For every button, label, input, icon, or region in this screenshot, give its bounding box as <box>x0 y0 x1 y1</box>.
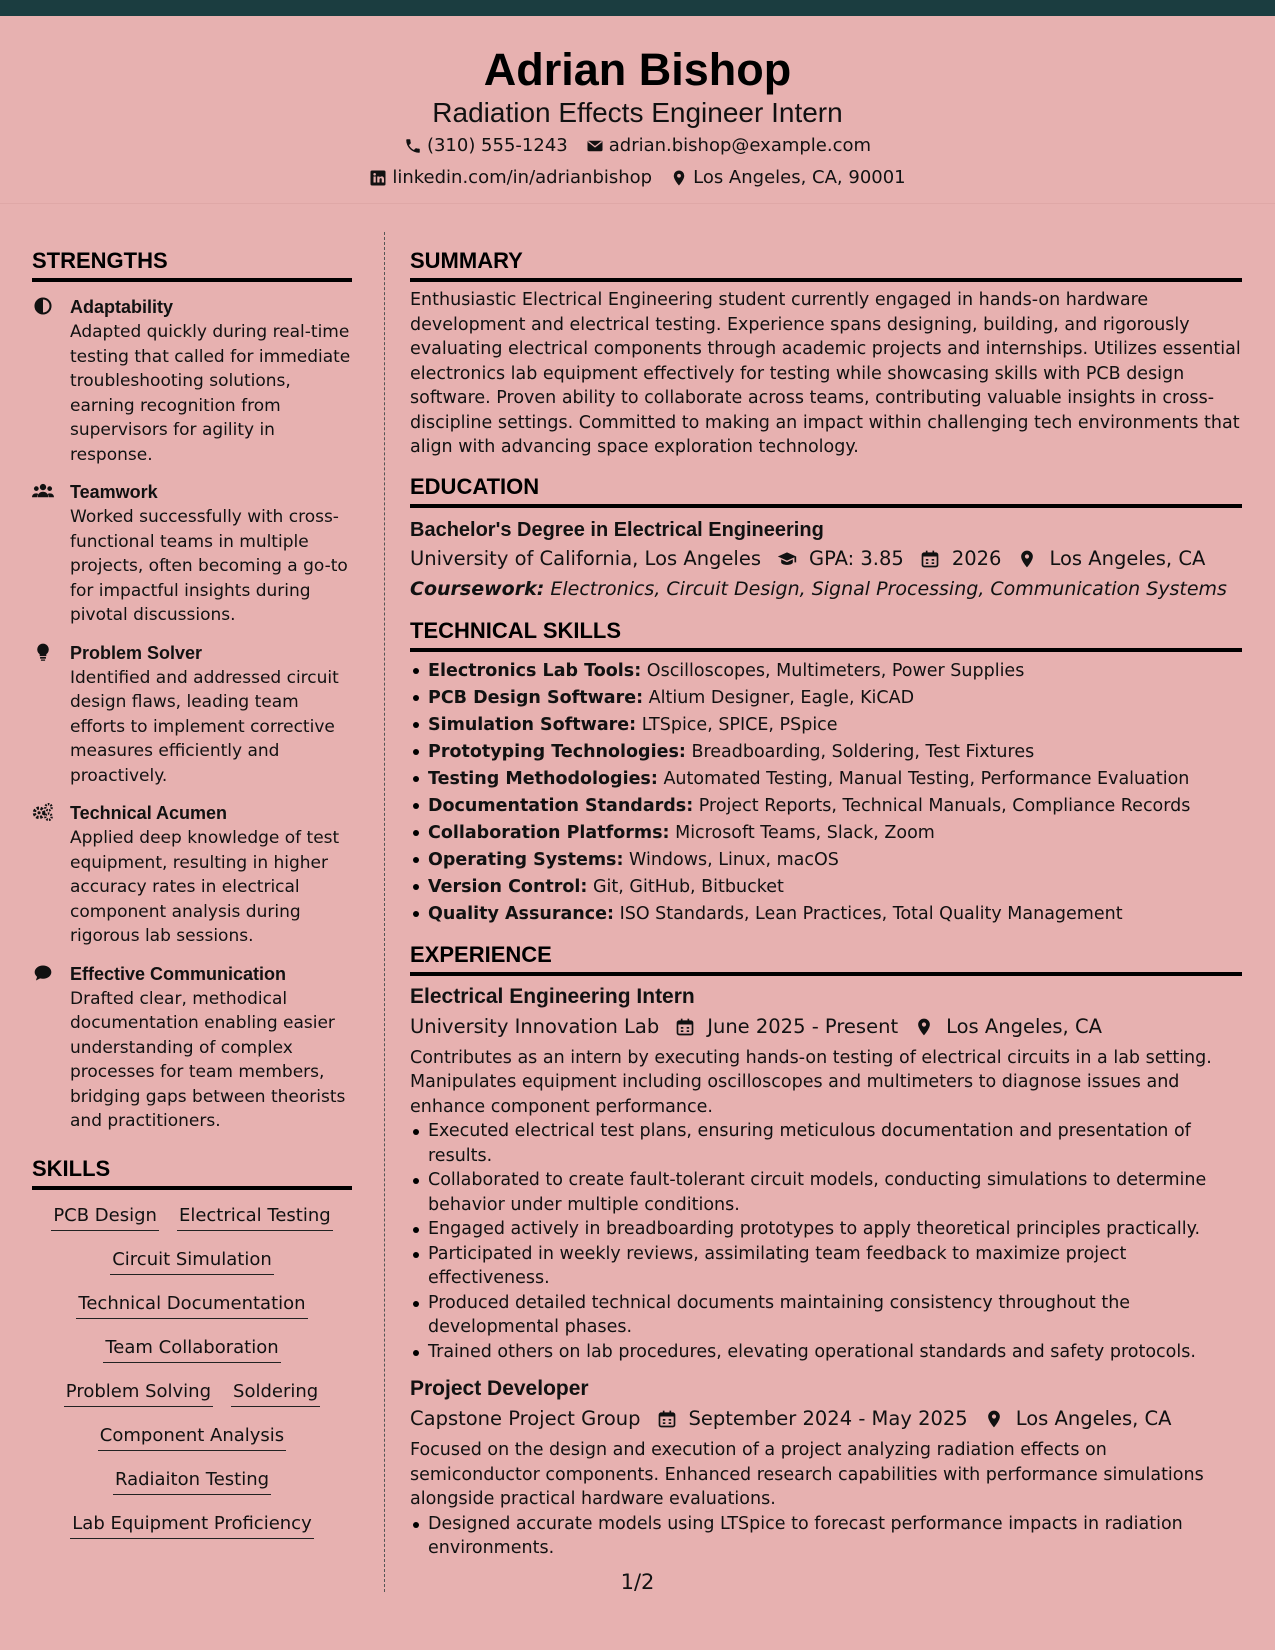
skill-tag: Soldering <box>231 1380 320 1407</box>
map-pin-icon <box>984 1409 1004 1429</box>
technical-skill-value: Git, GitHub, Bitbucket <box>593 876 784 897</box>
strength-name: Adaptability <box>70 297 174 317</box>
job-description: Contributes as an intern by executing hands-on testing of electrical circuits in a lab setting. Manipulates equipment including oscilloscopes and multimeters to diagnose issues and enhance component performance. <box>410 1047 1212 1117</box>
top-accent-bar <box>0 0 1275 16</box>
calendar-icon <box>675 1017 695 1037</box>
job-bullet: Engaged actively in breadboarding prototypes to apply theoretical principles practically. <box>410 1217 1242 1242</box>
technical-skill-item <box>410 874 1242 901</box>
candidate-role: Radiation Effects Engineer Intern <box>432 97 843 128</box>
technical-skill-value: Windows, Linux, macOS <box>629 849 839 870</box>
job-bullet: Trained others on lab procedures, elevating operational standards and safety protocols. <box>410 1340 1242 1365</box>
strengths-heading: STRENGTHS <box>32 248 352 282</box>
strength-desc: Adapted quickly during real-time testing that called for immediate troubleshooting solutions, earning recognition from supervisors for agility in response. <box>70 322 351 465</box>
technical-skill-value: Project Reports, Technical Manuals, Compliance Records <box>698 795 1191 816</box>
skills-list <box>32 1204 352 1539</box>
gears-icon <box>32 802 54 822</box>
strength-item <box>32 479 352 628</box>
education-heading: EDUCATION <box>410 474 1242 508</box>
technical-skill-item <box>410 685 1242 712</box>
skill-tag: Circuit Simulation <box>110 1248 274 1275</box>
job-title: Project Developer <box>410 1377 589 1400</box>
technical-skill-value: Altium Designer, Eagle, KiCAD <box>648 687 915 708</box>
strength-name: Effective Communication <box>70 963 287 984</box>
strength-item <box>32 961 352 1134</box>
education-location: Los Angeles, CA <box>1049 546 1206 570</box>
gpa-text: GPA: 3.85 <box>809 546 904 570</box>
linkedin-icon <box>369 169 387 187</box>
skills-heading: SKILLS <box>32 1156 352 1190</box>
phone-icon <box>404 137 422 155</box>
graduation-cap-icon <box>777 549 797 569</box>
technical-skill-value: Automated Testing, Manual Testing, Performance Evaluation <box>663 768 1190 789</box>
phone-contact <box>404 130 568 162</box>
job-location: Los Angeles, CA <box>1015 1407 1172 1430</box>
job-description: Focused on the design and execution of a project analyzing radiation effects on semiconductor components. Enhanced research capabilities with performance simulations alongside practical hardware evaluations. <box>410 1440 1204 1509</box>
job-bullets <box>410 1119 1242 1364</box>
strength-desc: Applied deep knowledge of test equipment, resulting in higher accuracy rates in electrical component analysis during rigorous lab sessions. <box>70 828 340 946</box>
job-bullet: Collaborated to create fault-tolerant circuit models, conducting simulations to determine behavior under multiple conditions. <box>410 1168 1242 1217</box>
technical-skill-label: Simulation Software: <box>428 714 637 735</box>
technical-skill-label: Operating Systems: <box>428 849 624 870</box>
lightbulb-icon <box>32 642 54 662</box>
technical-skill-label: Quality Assurance: <box>428 903 614 924</box>
jobs-list <box>410 982 1242 1561</box>
skill-row <box>32 1204 352 1231</box>
technical-skill-value: Oscilloscopes, Multimeters, Power Supplies <box>646 660 1025 681</box>
location-contact <box>670 162 906 194</box>
technical-skill-label: PCB Design Software: <box>428 687 644 708</box>
right-column <box>410 248 1242 1561</box>
technical-skill-label: Electronics Lab Tools: <box>428 660 642 681</box>
skill-row <box>32 1512 352 1539</box>
technical-skill-value: Breadboarding, Soldering, Test Fixtures <box>691 741 1035 762</box>
job-title: Electrical Engineering Intern <box>410 984 695 1008</box>
technical-skill-label: Testing Methodologies: <box>428 768 658 789</box>
strength-desc: Worked successfully with cross-functional teams in multiple projects, often becoming a go-to for impactful insights during pivotal discussions. <box>70 507 348 625</box>
job-meta <box>410 1012 1242 1042</box>
skill-tag: PCB Design <box>51 1204 159 1231</box>
job-dates: June 2025 - Present <box>707 1014 899 1038</box>
email-text[interactable]: adrian.bishop@example.com <box>608 135 872 156</box>
phone-text: (310) 555-1243 <box>426 135 568 156</box>
column-divider <box>384 232 385 1592</box>
technical-skills-heading: TECHNICAL SKILLS <box>410 618 1242 652</box>
technical-skills-list <box>410 658 1242 928</box>
skill-row <box>32 1336 352 1363</box>
map-pin-icon <box>1017 549 1037 569</box>
calendar-icon <box>920 549 940 569</box>
strength-desc: Drafted clear, methodical documentation enabling easier understanding of complex processes for team members, bridging gaps between theorists and practitioners. <box>70 988 346 1131</box>
map-pin-icon <box>914 1017 934 1037</box>
strength-name: Technical Acumen <box>70 803 228 823</box>
linkedin-contact[interactable] <box>369 162 652 194</box>
skill-row <box>32 1468 352 1495</box>
contact-row-2 <box>0 162 1275 194</box>
technical-skill-label: Documentation Standards: <box>428 795 694 816</box>
strength-item <box>32 640 352 789</box>
degree-title: Bachelor's Degree in Electrical Engineering <box>410 518 824 541</box>
technical-skill-value: ISO Standards, Lean Practices, Total Quality Management <box>619 903 1123 924</box>
job-location: Los Angeles, CA <box>946 1014 1102 1038</box>
map-pin-icon <box>670 169 688 187</box>
strength-item <box>32 800 352 949</box>
speech-bubble-icon <box>32 963 54 983</box>
experience-heading: EXPERIENCE <box>410 942 1242 976</box>
coursework-list: Electronics, Circuit Design, Signal Processing, Communication Systems <box>550 577 1227 600</box>
half-circle-icon <box>32 296 54 316</box>
technical-skill-item <box>410 658 1242 685</box>
skill-row <box>32 1380 352 1407</box>
skill-tag: Team Collaboration <box>103 1336 280 1363</box>
technical-skill-value: LTSpice, SPICE, PSpice <box>641 714 838 735</box>
technical-skill-item <box>410 712 1242 739</box>
experience-section <box>410 942 1242 1561</box>
technical-skills-section <box>410 618 1242 928</box>
job-bullet: Executed electrical test plans, ensuring meticulous documentation and presentation of results. <box>410 1119 1242 1168</box>
skill-row <box>32 1292 352 1319</box>
contact-row-1 <box>0 130 1275 162</box>
skill-tag: Radiaiton Testing <box>113 1468 271 1495</box>
job-entry <box>410 982 1242 1365</box>
technical-skill-label: Prototyping Technologies: <box>428 741 686 762</box>
technical-skill-item <box>410 820 1242 847</box>
job-dates: September 2024 - May 2025 <box>688 1407 968 1430</box>
technical-skill-value: Microsoft Teams, Slack, Zoom <box>675 822 935 843</box>
skill-tag: Lab Equipment Proficiency <box>70 1512 313 1539</box>
summary-text: Enthusiastic Electrical Engineering student currently engaged in hands-on hardware development and electrical testing. Experience spans designing, building, and rigorously evaluating electrical components through academic projects and internships. Utilizes essential electronics lab equipment effectively for testing while showcasing skills with PCB design software. Proven ability to collaborate across teams, contributing valuable insights in cross-discipline settings. Committed to making an impact within challenging tech environments that align with advancing space exploration technology. <box>410 290 1241 457</box>
calendar-icon <box>657 1409 677 1429</box>
job-bullet: Designed accurate models using LTSpice to forecast performance impacts in radiation environments. <box>410 1512 1242 1561</box>
candidate-name: Adrian Bishop <box>483 44 792 95</box>
job-organization: Capstone Project Group <box>410 1407 641 1430</box>
coursework <box>410 574 1242 604</box>
technical-skill-item <box>410 793 1242 820</box>
envelope-icon <box>586 137 604 155</box>
technical-skill-label: Version Control: <box>428 876 588 897</box>
strength-name: Problem Solver <box>70 642 203 663</box>
users-icon <box>32 481 54 501</box>
skill-row <box>32 1248 352 1275</box>
technical-skill-label: Collaboration Platforms: <box>428 822 670 843</box>
strength-desc: Identified and addressed circuit design flaws, leading team efforts to implement corrective measures efficiently and proactively. <box>70 667 339 786</box>
technical-skill-item <box>410 739 1242 766</box>
education-section <box>410 474 1242 604</box>
technical-skill-item <box>410 901 1242 928</box>
page-number: 1/2 <box>620 1570 655 1594</box>
strength-item <box>32 294 352 467</box>
job-bullets <box>410 1512 1242 1561</box>
coursework-label: Coursework: <box>410 577 545 600</box>
skill-tag: Electrical Testing <box>177 1204 333 1231</box>
job-bullet: Participated in weekly reviews, assimilating team feedback to maximize project effectiveness. <box>410 1242 1242 1291</box>
skill-row <box>32 1424 352 1451</box>
location-text: Los Angeles, CA, 90001 <box>693 167 906 188</box>
skill-tag: Problem Solving <box>64 1380 213 1407</box>
job-entry <box>410 1374 1242 1561</box>
job-meta <box>410 1404 1242 1434</box>
school-name: University of California, Los Angeles <box>410 546 762 570</box>
job-organization: University Innovation Lab <box>410 1014 660 1038</box>
left-column <box>32 248 352 1556</box>
graduation-year: 2026 <box>951 546 1002 570</box>
technical-skill-item <box>410 766 1242 793</box>
skill-tag: Technical Documentation <box>76 1292 307 1319</box>
education-meta <box>410 544 1242 574</box>
resume-header <box>0 16 1275 204</box>
technical-skill-item <box>410 847 1242 874</box>
job-bullet: Produced detailed technical documents maintaining consistency throughout the developmental phases. <box>410 1291 1242 1340</box>
summary-heading: SUMMARY <box>410 248 1242 282</box>
skill-tag: Component Analysis <box>98 1424 286 1451</box>
email-contact[interactable] <box>586 130 871 162</box>
strength-name: Teamwork <box>70 482 158 502</box>
linkedin-text[interactable]: linkedin.com/in/adrianbishop <box>392 167 653 188</box>
